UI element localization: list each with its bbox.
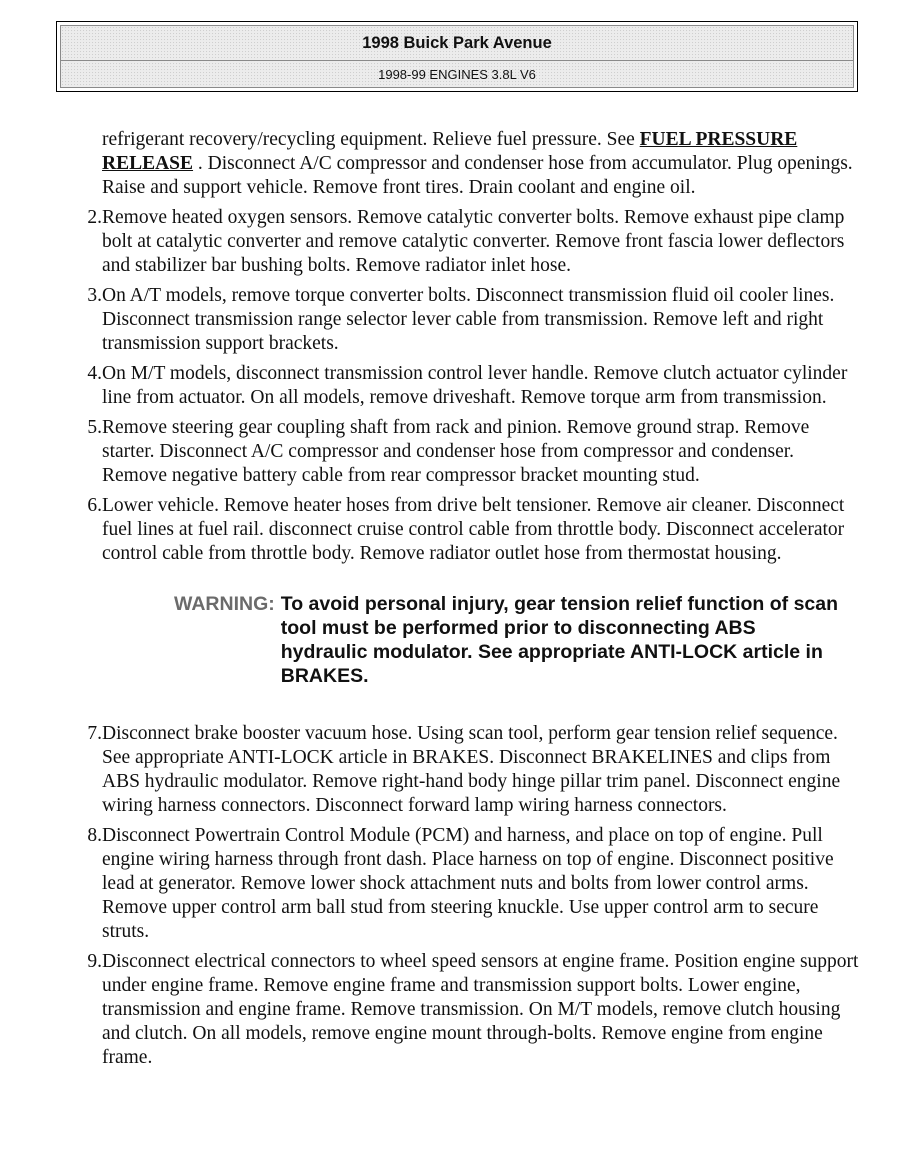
step-1-continued — [60, 128, 860, 200]
step-text: Disconnect brake booster vacuum hose. Using scan tool, perform gear tension relief sequence. See appropriate ANTI-LOCK article in BRAKES. Disconnect BRAKELINES and clips from ABS hydraulic modulator. Remove right-hand body hinge pillar trim panel. Disconnect engine wiring harness connectors. Disconnect forward lamp wiring harness connectors. — [102, 723, 841, 816]
step-item — [60, 362, 860, 410]
step-text: On A/T models, remove torque converter bolts. Disconnect transmission fluid oil cooler lines. Disconnect transmission range selector lever cable from transmission. Remove left and right transmission support brackets. — [102, 285, 835, 354]
step-text-after-link: . Disconnect A/C compressor and condenser hose from accumulator. Plug openings. Raise and support vehicle. Remove front tires. Drain coolant and engine oil. — [102, 153, 853, 198]
warning-note — [174, 592, 860, 688]
step-item — [60, 416, 860, 488]
step-number: 4. — [87, 363, 102, 384]
step-number: 6. — [87, 495, 102, 516]
step-item — [60, 494, 860, 566]
page-header — [56, 21, 858, 92]
fuel-pressure-release-link[interactable]: FUEL PRESSURE RELEASE — [102, 129, 798, 174]
step-text: Remove heated oxygen sensors. Remove catalytic converter bolts. Remove exhaust pipe clamp bolt at catalytic converter and remove catalytic converter. Remove front fascia lower deflectors and stabilizer bar bushing bolts. Remove radiator inlet hose. — [102, 207, 845, 276]
document-title: 1998 Buick Park Avenue — [61, 26, 853, 61]
step-item — [60, 824, 860, 944]
step-text: Remove steering gear coupling shaft from rack and pinion. Remove ground strap. Remove starter. Disconnect A/C compressor and condenser hose from compressor and condenser. Remove negative battery cable from rear compressor bracket mounting stud. — [102, 417, 810, 486]
step-item — [60, 206, 860, 278]
header-panel — [60, 25, 854, 88]
step-number: 3. — [87, 285, 102, 306]
step-number-spacer — [60, 128, 102, 200]
document-subtitle: 1998-99 ENGINES 3.8L V6 — [378, 66, 536, 82]
warning-label: WARNING: — [174, 593, 275, 615]
step-number: 8. — [87, 825, 102, 846]
step-item — [60, 722, 860, 818]
step-number: 9. — [87, 951, 102, 972]
step-number: 2. — [87, 207, 102, 228]
warning-text: To avoid personal injury, gear tension relief function of scan tool must be performed prior to disconnecting ABS hydraulic modulator. See appropriate ANTI-LOCK article in BRAKES. — [280, 593, 839, 687]
step-text: Lower vehicle. Remove heater hoses from drive belt tensioner. Remove air cleaner. Disconnect fuel lines at fuel rail. disconnect cruise control cable from throttle body. Disconnect accelerator control cable from throttle body. Remove radiator outlet hose from thermostat housing. — [102, 495, 845, 564]
step-text-before-link: refrigerant recovery/recycling equipment. Relieve fuel pressure. See — [102, 129, 640, 150]
step-text: Disconnect electrical connectors to wheel speed sensors at engine frame. Position engine support under engine frame. Remove engine frame and transmission support bolts. Lower engine, transmission and engine frame. Remove transmission. On M/T models, remove clutch housing and clutch. On all models, remove engine mount through-bolts. Remove engine from engine frame. — [102, 951, 859, 1068]
step-text: On M/T models, disconnect transmission control lever handle. Remove clutch actuator cylinder line from actuator. On all models, remove driveshaft. Remove torque arm from transmission. — [102, 363, 848, 408]
procedure-content — [60, 128, 860, 1076]
step-number: 5. — [87, 417, 102, 438]
step-item — [60, 950, 860, 1070]
step-text: Disconnect Powertrain Control Module (PCM) and harness, and place on top of engine. Pull engine wiring harness through front dash. Place harness on top of engine. Disconnect positive lead at generator. Remove lower shock attachment nuts and bolts from lower control arms. Remove upper control arm ball stud from steering knuckle. Use upper control arm to secure struts. — [102, 825, 834, 942]
step-text — [102, 128, 860, 200]
step-number: 7. — [87, 723, 102, 744]
step-item — [60, 284, 860, 356]
